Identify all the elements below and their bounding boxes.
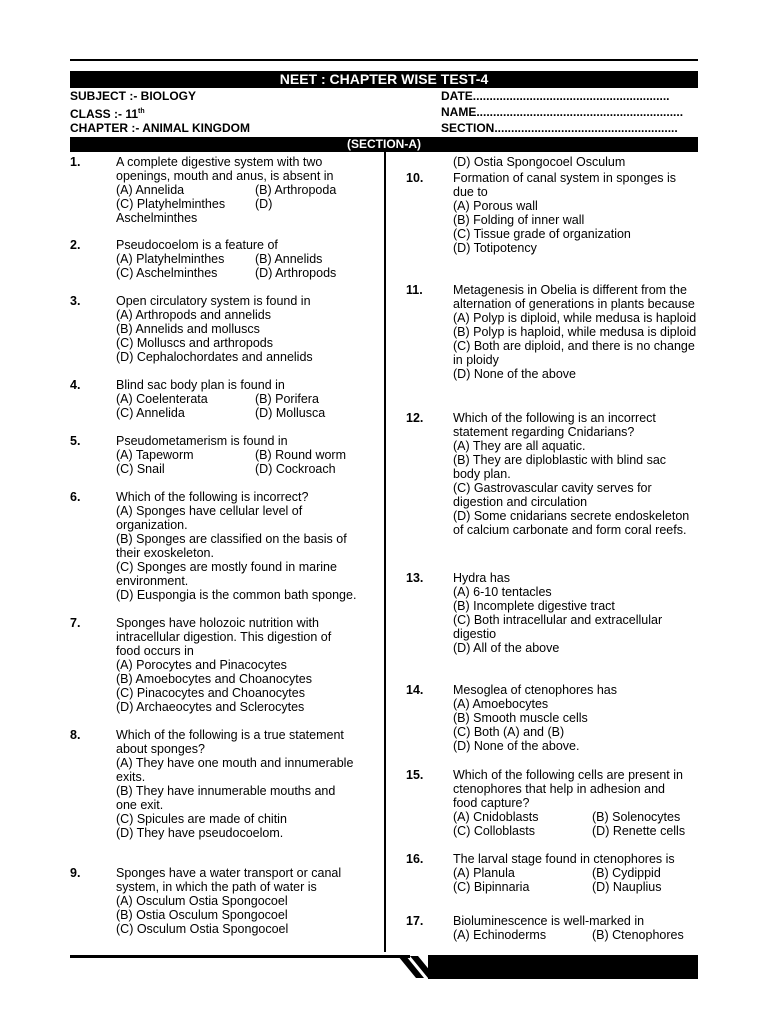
column-divider [384, 152, 386, 952]
question-number: 8. [70, 728, 81, 742]
question-line: about sponges? [116, 742, 205, 756]
question-line: (A) They have one mouth and innumerable [116, 756, 354, 770]
option: (B) Cydippid [592, 866, 661, 880]
question-line: (B) Incomplete digestive tract [453, 599, 615, 613]
date-field: DATE........................................................... [441, 89, 670, 103]
question-line: (A) Sponges have cellular level of [116, 504, 303, 518]
option: (B) Round worm [255, 448, 346, 462]
question-line: (A) Polyp is diploid, while medusa is haploid [453, 311, 697, 325]
option-row [116, 406, 361, 420]
question-text: Sponges have a water transport or canal [116, 866, 342, 880]
chapter-label: CHAPTER :- ANIMAL KINGDOM [70, 121, 250, 135]
option: (C) Annelida [116, 406, 185, 420]
question-line: body plan. [453, 467, 511, 481]
question-number: 16. [406, 852, 424, 866]
option-row [116, 448, 361, 462]
question-line: (D) Euspongia is the common bath sponge. [116, 588, 357, 602]
question-line: (B) Annelids and molluscs [116, 322, 260, 336]
subject-label: SUBJECT :- BIOLOGY [70, 89, 197, 103]
question-number: 1. [70, 155, 81, 169]
question-line: digestion and circulation [453, 495, 588, 509]
option: (B) Solenocytes [592, 810, 681, 824]
question-text: Sponges have holozoic nutrition with [116, 616, 319, 630]
question-text: Which of the following is a true statement [116, 728, 344, 742]
option: (C) Platyhelminthes [116, 197, 226, 211]
question-line: (B) They have innumerable mouths and [116, 784, 336, 798]
question-number: 11. [406, 283, 423, 297]
section-bar: (SECTION-A) [70, 137, 698, 152]
question-line: (A) 6-10 tentacles [453, 585, 552, 599]
option: (C) Colloblasts [453, 824, 535, 838]
option-row [116, 183, 361, 197]
option: (B) Ctenophores [592, 928, 684, 942]
question-line: intracellular digestion. This digestion of [116, 630, 332, 644]
question-text: Metagenesis in Obelia is different from the [453, 283, 687, 297]
option-row [453, 928, 698, 942]
question-line: (B) Amoebocytes and Choanocytes [116, 672, 312, 686]
question-number: 3. [70, 294, 81, 308]
option: (D) Mollusca [255, 406, 326, 420]
question-text: Mesoglea of ctenophores has [453, 683, 617, 697]
question-line: (B) Ostia Osculum Spongocoel [116, 908, 288, 922]
question-line: (D) None of the above [453, 367, 576, 381]
question-text: Pseudometamerism is found in [116, 434, 288, 448]
class-label: CLASS :- 11th [70, 107, 145, 121]
option-row [116, 252, 361, 266]
question-text: Formation of canal system in sponges is [453, 171, 677, 185]
question-line: (B) They are diploblastic with blind sac [453, 453, 667, 467]
question-line: (D) Totipotency [453, 241, 537, 255]
question-line: (B) Polyp is haploid, while medusa is diploid [453, 325, 697, 339]
section-field: SECTION....................................................... [441, 121, 678, 135]
question-line: openings, mouth and anus, is absent in [116, 169, 334, 183]
question-number: 2. [70, 238, 81, 252]
question-text: Hydra has [453, 571, 510, 585]
question-line: due to [453, 185, 488, 199]
option: (A) Platyhelminthes [116, 252, 225, 266]
question-number: 15. [406, 768, 424, 782]
option: (D) Cockroach [255, 462, 336, 476]
option: (A) Coelenterata [116, 392, 208, 406]
question-text: The larval stage found in ctenophores is [453, 852, 675, 866]
question-line: (D) They have pseudocoelom. [116, 826, 284, 840]
question-number: 10. [406, 171, 424, 185]
question-line: one exit. [116, 798, 164, 812]
question-line: (D) Some cnidarians secrete endoskeleton [453, 509, 690, 523]
option: (B) Annelids [255, 252, 323, 266]
question-line: (C) Osculum Ostia Spongocoel [116, 922, 289, 936]
question-line: ctenophores that help in adhesion and [453, 782, 665, 796]
question-line: of calcium carbonate and form coral reefs. [453, 523, 687, 537]
question-line: (C) Pinacocytes and Choanocytes [116, 686, 305, 700]
option: (A) Annelida [116, 183, 185, 197]
option: (C) Bipinnaria [453, 880, 530, 894]
question-line: (B) Folding of inner wall [453, 213, 585, 227]
question-number: 6. [70, 490, 81, 504]
question-text: A complete digestive system with two [116, 155, 323, 169]
question-number: 5. [70, 434, 81, 448]
question-text: Which of the following is incorrect? [116, 490, 309, 504]
option: (B) Porifera [255, 392, 319, 406]
question-line: (A) Porocytes and Pinacocytes [116, 658, 287, 672]
question-line: organization. [116, 518, 188, 532]
question-number: 13. [406, 571, 424, 585]
option-row [453, 880, 698, 894]
option: (C) Snail [116, 462, 165, 476]
question-text: Blind sac body plan is found in [116, 378, 285, 392]
question-number: 9. [70, 866, 81, 880]
question-line: (A) Osculum Ostia Spongocoel [116, 894, 288, 908]
option-row [453, 866, 698, 880]
top-rule [70, 59, 698, 61]
question-line: their exoskeleton. [116, 546, 214, 560]
question-line: (C) Tissue grade of organization [453, 227, 631, 241]
question-text: Which of the following cells are present in [453, 768, 683, 782]
option-row [116, 266, 361, 280]
question-line: environment. [116, 574, 189, 588]
question-line: (A) Porous wall [453, 199, 538, 213]
question-line: Aschelminthes [116, 211, 198, 225]
question-text: Open circulatory system is found in [116, 294, 311, 308]
question-text: Pseudocoelom is a feature of [116, 238, 278, 252]
question-line: (A) They are all aquatic. [453, 439, 586, 453]
question-text: Bioluminescence is well-marked in [453, 914, 645, 928]
footer-bar [428, 955, 698, 979]
question-text: Which of the following is an incorrect [453, 411, 656, 425]
option: (D) [255, 197, 273, 211]
test-title: NEET : CHAPTER WISE TEST-4 [70, 71, 698, 88]
question-line: (D) Archaeocytes and Sclerocytes [116, 700, 305, 714]
question-line: in ploidy [453, 353, 499, 367]
question-line: (C) Sponges are mostly found in marine [116, 560, 337, 574]
option: (D) Arthropods [255, 266, 337, 280]
question-line: statement regarding Cnidarians? [453, 425, 635, 439]
option-row [116, 392, 361, 406]
question-line: system, in which the path of water is [116, 880, 317, 894]
question-line: (C) Both intracellular and extracellular [453, 613, 663, 627]
option-row [116, 197, 361, 211]
question-line: (B) Smooth muscle cells [453, 711, 588, 725]
question-number: 7. [70, 616, 81, 630]
question-line: digestio [453, 627, 497, 641]
question-number: 17. [406, 914, 424, 928]
question-line: (C) Both (A) and (B) [453, 725, 565, 739]
option: (D) Renette cells [592, 824, 686, 838]
question-line: food occurs in [116, 644, 194, 658]
question-number: 4. [70, 378, 81, 392]
footer-rule [70, 955, 410, 958]
question-line: (D) All of the above [453, 641, 560, 655]
question-number: 14. [406, 683, 424, 697]
option-row [116, 462, 361, 476]
question-line: (D) Cephalochordates and annelids [116, 350, 313, 364]
option-row [453, 824, 698, 838]
question-line: (B) Sponges are classified on the basis of [116, 532, 347, 546]
question-line: (C) Gastrovascular cavity serves for [453, 481, 652, 495]
question-line: alternation of generations in plants because [453, 297, 695, 311]
question-text: (D) Ostia Spongocoel Osculum [453, 155, 626, 169]
option: (B) Arthropoda [255, 183, 337, 197]
question-line: (C) Molluscs and arthropods [116, 336, 274, 350]
option: (A) Tapeworm [116, 448, 194, 462]
question-line: (C) Spicules are made of chitin [116, 812, 287, 826]
option-row [453, 810, 698, 824]
question-line: (D) None of the above. [453, 739, 580, 753]
option: (A) Echinoderms [453, 928, 547, 942]
option: (C) Aschelminthes [116, 266, 218, 280]
name-field: NAME.............................................................. [441, 105, 684, 119]
option: (A) Planula [453, 866, 515, 880]
question-line: (C) Both are diploid, and there is no change [453, 339, 695, 353]
question-line: food capture? [453, 796, 530, 810]
question-line: (A) Amoebocytes [453, 697, 549, 711]
question-line: (A) Arthropods and annelids [116, 308, 271, 322]
option: (D) Nauplius [592, 880, 662, 894]
option: (A) Cnidoblasts [453, 810, 539, 824]
question-number: 12. [406, 411, 424, 425]
question-line: exits. [116, 770, 146, 784]
